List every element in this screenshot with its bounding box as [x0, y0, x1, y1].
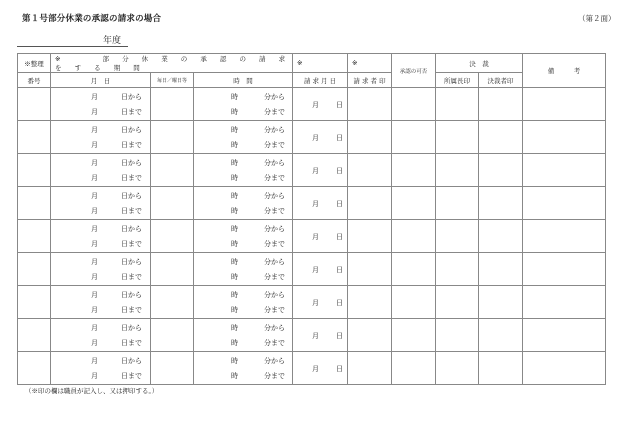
request-date-cell[interactable] — [293, 88, 348, 121]
day-from: 日から — [121, 291, 142, 299]
approver-seal-cell[interactable] — [479, 352, 523, 385]
request-month: 月 — [312, 266, 320, 274]
request-date-cell[interactable] — [293, 352, 348, 385]
dept-head-seal-cell[interactable] — [436, 286, 479, 319]
requester-seal-mark: ※ — [348, 54, 392, 73]
month-from: 月 — [91, 93, 98, 101]
hour-to: 時 — [231, 339, 238, 347]
request-date-cell[interactable] — [293, 121, 348, 154]
day-from: 日から — [121, 357, 142, 365]
date-range-cell[interactable] — [51, 286, 151, 319]
requester-seal-header: 請 求 者 印 — [348, 73, 392, 88]
table-row — [18, 253, 606, 286]
approver-seal-cell[interactable] — [479, 220, 523, 253]
time-range-cell[interactable] — [194, 253, 293, 286]
approval-cell[interactable] — [392, 286, 436, 319]
date-range-cell[interactable] — [51, 352, 151, 385]
day-from: 日から — [121, 93, 142, 101]
period-mark: ※ — [55, 55, 61, 63]
table-row — [18, 121, 606, 154]
approval-cell[interactable] — [392, 220, 436, 253]
minute-from: 分から — [264, 225, 285, 233]
minute-to: 分まで — [264, 339, 285, 347]
request-day: 日 — [336, 200, 344, 208]
minute-to: 分まで — [264, 273, 285, 281]
time-range-cell[interactable] — [194, 352, 293, 385]
day-from: 日から — [121, 324, 142, 332]
time-range-cell[interactable] — [194, 319, 293, 352]
month-to: 月 — [91, 306, 98, 314]
month-to: 月 — [91, 372, 98, 380]
approver-seal-cell[interactable] — [479, 286, 523, 319]
request-day: 日 — [336, 365, 344, 373]
day-from: 日から — [121, 225, 142, 233]
period-header — [51, 54, 293, 73]
request-month: 月 — [312, 134, 320, 142]
month-to: 月 — [91, 240, 98, 248]
ref-no-cell[interactable] — [18, 319, 51, 352]
date-range-cell[interactable] — [51, 253, 151, 286]
hour-to: 時 — [231, 306, 238, 314]
request-date-header: 請 求 月 日 — [293, 73, 348, 88]
month-to: 月 — [91, 174, 98, 182]
approver-seal-cell[interactable] — [479, 88, 523, 121]
dept-head-seal-cell[interactable] — [436, 187, 479, 220]
day-from: 日から — [121, 126, 142, 134]
date-range-cell[interactable] — [51, 220, 151, 253]
remarks-cell[interactable] — [523, 121, 606, 154]
approval-cell[interactable] — [392, 121, 436, 154]
approver-seal-cell[interactable] — [479, 253, 523, 286]
table-row — [18, 352, 606, 385]
day-to: 日まで — [121, 372, 142, 380]
period-title: 部 分 休 業 の 承 認 の 請 求 を す る 期 間 — [55, 55, 291, 72]
request-month: 月 — [312, 167, 320, 175]
month-to: 月 — [91, 207, 98, 215]
daily-weekday-cell[interactable] — [151, 121, 194, 154]
daily-weekday-cell[interactable] — [151, 220, 194, 253]
dept-head-seal-cell[interactable] — [436, 352, 479, 385]
approver-seal-cell[interactable] — [479, 187, 523, 220]
month-from: 月 — [91, 126, 98, 134]
month-from: 月 — [91, 192, 98, 200]
day-from: 日から — [121, 258, 142, 266]
date-range-cell[interactable] — [51, 88, 151, 121]
remarks-cell[interactable] — [523, 88, 606, 121]
approval-cell[interactable] — [392, 88, 436, 121]
requester-seal-cell[interactable] — [348, 121, 392, 154]
approval-cell[interactable] — [392, 253, 436, 286]
remarks-header: 備 考 — [523, 54, 606, 88]
request-date-mark: ※ — [293, 54, 348, 73]
fiscal-year-label: 年度 — [103, 36, 122, 46]
daily-weekday-cell[interactable] — [151, 154, 194, 187]
request-day: 日 — [336, 299, 344, 307]
requester-seal-cell[interactable] — [348, 88, 392, 121]
request-month: 月 — [312, 332, 320, 340]
form-title: 第１号部分休業の承認の請求の場合 — [22, 14, 162, 24]
requester-seal-cell[interactable] — [348, 220, 392, 253]
minute-from: 分から — [264, 291, 285, 299]
daily-weekday-cell[interactable] — [151, 286, 194, 319]
remarks-cell[interactable] — [523, 286, 606, 319]
month-from: 月 — [91, 159, 98, 167]
remarks-cell[interactable] — [523, 154, 606, 187]
day-to: 日まで — [121, 174, 142, 182]
hour-to: 時 — [231, 141, 238, 149]
time-range-cell[interactable] — [194, 187, 293, 220]
time-range-cell[interactable] — [194, 220, 293, 253]
hour-from: 時 — [231, 93, 238, 101]
requester-seal-cell[interactable] — [348, 352, 392, 385]
day-to: 日まで — [121, 339, 142, 347]
month-to: 月 — [91, 108, 98, 116]
ref-no-header-top: ※整理 — [18, 54, 51, 73]
ref-no-cell[interactable] — [18, 286, 51, 319]
hour-to: 時 — [231, 273, 238, 281]
approver-seal-header: 決裁者印 — [479, 73, 523, 88]
date-range-cell[interactable] — [51, 187, 151, 220]
day-from: 日から — [121, 192, 142, 200]
approval-cell[interactable] — [392, 154, 436, 187]
minute-from: 分から — [264, 126, 285, 134]
minute-to: 分まで — [264, 174, 285, 182]
day-to: 日まで — [121, 108, 142, 116]
daily-weekday-header: 毎日／曜日等 — [151, 73, 194, 88]
table-row — [18, 154, 606, 187]
hour-from: 時 — [231, 357, 238, 365]
requester-seal-cell[interactable] — [348, 319, 392, 352]
ref-no-cell[interactable] — [18, 154, 51, 187]
ref-no-header-bottom: 番号 — [18, 73, 51, 88]
month-from: 月 — [91, 225, 98, 233]
ref-no-cell[interactable] — [18, 121, 51, 154]
hour-from: 時 — [231, 159, 238, 167]
dept-head-seal-cell[interactable] — [436, 253, 479, 286]
partial-leave-request-table — [17, 53, 606, 385]
month-to: 月 — [91, 141, 98, 149]
month-from: 月 — [91, 258, 98, 266]
decision-header: 決 裁 — [436, 54, 523, 73]
month-from: 月 — [91, 291, 98, 299]
remarks-cell[interactable] — [523, 220, 606, 253]
time-range-cell[interactable] — [194, 286, 293, 319]
table-row — [18, 88, 606, 121]
time-range-cell[interactable] — [194, 154, 293, 187]
minute-from: 分から — [264, 192, 285, 200]
request-month: 月 — [312, 233, 320, 241]
minute-to: 分まで — [264, 372, 285, 380]
remarks-cell[interactable] — [523, 352, 606, 385]
hour-to: 時 — [231, 240, 238, 248]
dept-head-seal-cell[interactable] — [436, 220, 479, 253]
request-day: 日 — [336, 332, 344, 340]
requester-seal-cell[interactable] — [348, 286, 392, 319]
requester-seal-cell[interactable] — [348, 253, 392, 286]
time-range-cell[interactable] — [194, 88, 293, 121]
day-to: 日まで — [121, 240, 142, 248]
month-to: 月 — [91, 273, 98, 281]
hour-from: 時 — [231, 126, 238, 134]
ref-no-cell[interactable] — [18, 253, 51, 286]
hour-to: 時 — [231, 174, 238, 182]
time-range-cell[interactable] — [194, 121, 293, 154]
request-date-cell[interactable] — [293, 253, 348, 286]
minute-from: 分から — [264, 357, 285, 365]
requester-seal-cell[interactable] — [348, 154, 392, 187]
request-date-cell[interactable] — [293, 319, 348, 352]
page-label: （第２面） — [578, 14, 616, 23]
hour-from: 時 — [231, 192, 238, 200]
approver-seal-cell[interactable] — [479, 121, 523, 154]
day-to: 日まで — [121, 273, 142, 281]
daily-weekday-cell[interactable] — [151, 187, 194, 220]
table-row — [18, 220, 606, 253]
daily-weekday-cell[interactable] — [151, 319, 194, 352]
fiscal-year-field[interactable] — [17, 33, 128, 47]
ref-no-cell[interactable] — [18, 220, 51, 253]
request-month: 月 — [312, 299, 320, 307]
dept-head-seal-cell[interactable] — [436, 319, 479, 352]
hour-to: 時 — [231, 207, 238, 215]
table-row — [18, 187, 606, 220]
date-range-cell[interactable] — [51, 121, 151, 154]
minute-to: 分まで — [264, 108, 285, 116]
minute-to: 分まで — [264, 306, 285, 314]
daily-weekday-cell[interactable] — [151, 253, 194, 286]
request-day: 日 — [336, 101, 344, 109]
remarks-cell[interactable] — [523, 319, 606, 352]
approver-seal-cell[interactable] — [479, 154, 523, 187]
minute-to: 分まで — [264, 141, 285, 149]
request-month: 月 — [312, 101, 320, 109]
request-month: 月 — [312, 200, 320, 208]
request-day: 日 — [336, 233, 344, 241]
approval-cell[interactable] — [392, 319, 436, 352]
hour-to: 時 — [231, 372, 238, 380]
approver-seal-cell[interactable] — [479, 319, 523, 352]
day-to: 日まで — [121, 207, 142, 215]
hour-to: 時 — [231, 108, 238, 116]
dept-head-seal-cell[interactable] — [436, 154, 479, 187]
ref-no-cell[interactable] — [18, 187, 51, 220]
day-from: 日から — [121, 159, 142, 167]
minute-from: 分から — [264, 93, 285, 101]
request-date-cell[interactable] — [293, 154, 348, 187]
month-day-header: 月 日 — [51, 73, 151, 88]
request-date-cell[interactable] — [293, 220, 348, 253]
request-date-cell[interactable] — [293, 286, 348, 319]
remarks-cell[interactable] — [523, 253, 606, 286]
requester-seal-cell[interactable] — [348, 187, 392, 220]
request-date-cell[interactable] — [293, 187, 348, 220]
ref-no-cell[interactable] — [18, 88, 51, 121]
hour-from: 時 — [231, 225, 238, 233]
daily-weekday-cell[interactable] — [151, 352, 194, 385]
day-to: 日まで — [121, 141, 142, 149]
dept-head-seal-cell[interactable] — [436, 121, 479, 154]
hour-from: 時 — [231, 291, 238, 299]
day-to: 日まで — [121, 306, 142, 314]
minute-from: 分から — [264, 159, 285, 167]
month-from: 月 — [91, 324, 98, 332]
minute-to: 分まで — [264, 240, 285, 248]
approval-cell[interactable] — [392, 187, 436, 220]
daily-weekday-cell[interactable] — [151, 88, 194, 121]
request-day: 日 — [336, 266, 344, 274]
table-row — [18, 319, 606, 352]
dept-head-seal-header: 所属長印 — [436, 73, 479, 88]
remarks-cell[interactable] — [523, 187, 606, 220]
footnote: （※印の欄は職員が記入し、又は押印する。） — [25, 387, 159, 395]
date-range-cell[interactable] — [51, 319, 151, 352]
request-day: 日 — [336, 167, 344, 175]
dept-head-seal-cell[interactable] — [436, 88, 479, 121]
month-from: 月 — [91, 357, 98, 365]
table-row — [18, 286, 606, 319]
ref-no-cell[interactable] — [18, 352, 51, 385]
month-to: 月 — [91, 339, 98, 347]
hour-from: 時 — [231, 324, 238, 332]
date-range-cell[interactable] — [51, 154, 151, 187]
request-day: 日 — [336, 134, 344, 142]
minute-from: 分から — [264, 324, 285, 332]
hour-from: 時 — [231, 258, 238, 266]
minute-to: 分まで — [264, 207, 285, 215]
minute-from: 分から — [264, 258, 285, 266]
approval-header: 承認の可否 — [392, 54, 436, 88]
approval-cell[interactable] — [392, 352, 436, 385]
time-header: 時 間 — [194, 73, 293, 88]
request-month: 月 — [312, 365, 320, 373]
